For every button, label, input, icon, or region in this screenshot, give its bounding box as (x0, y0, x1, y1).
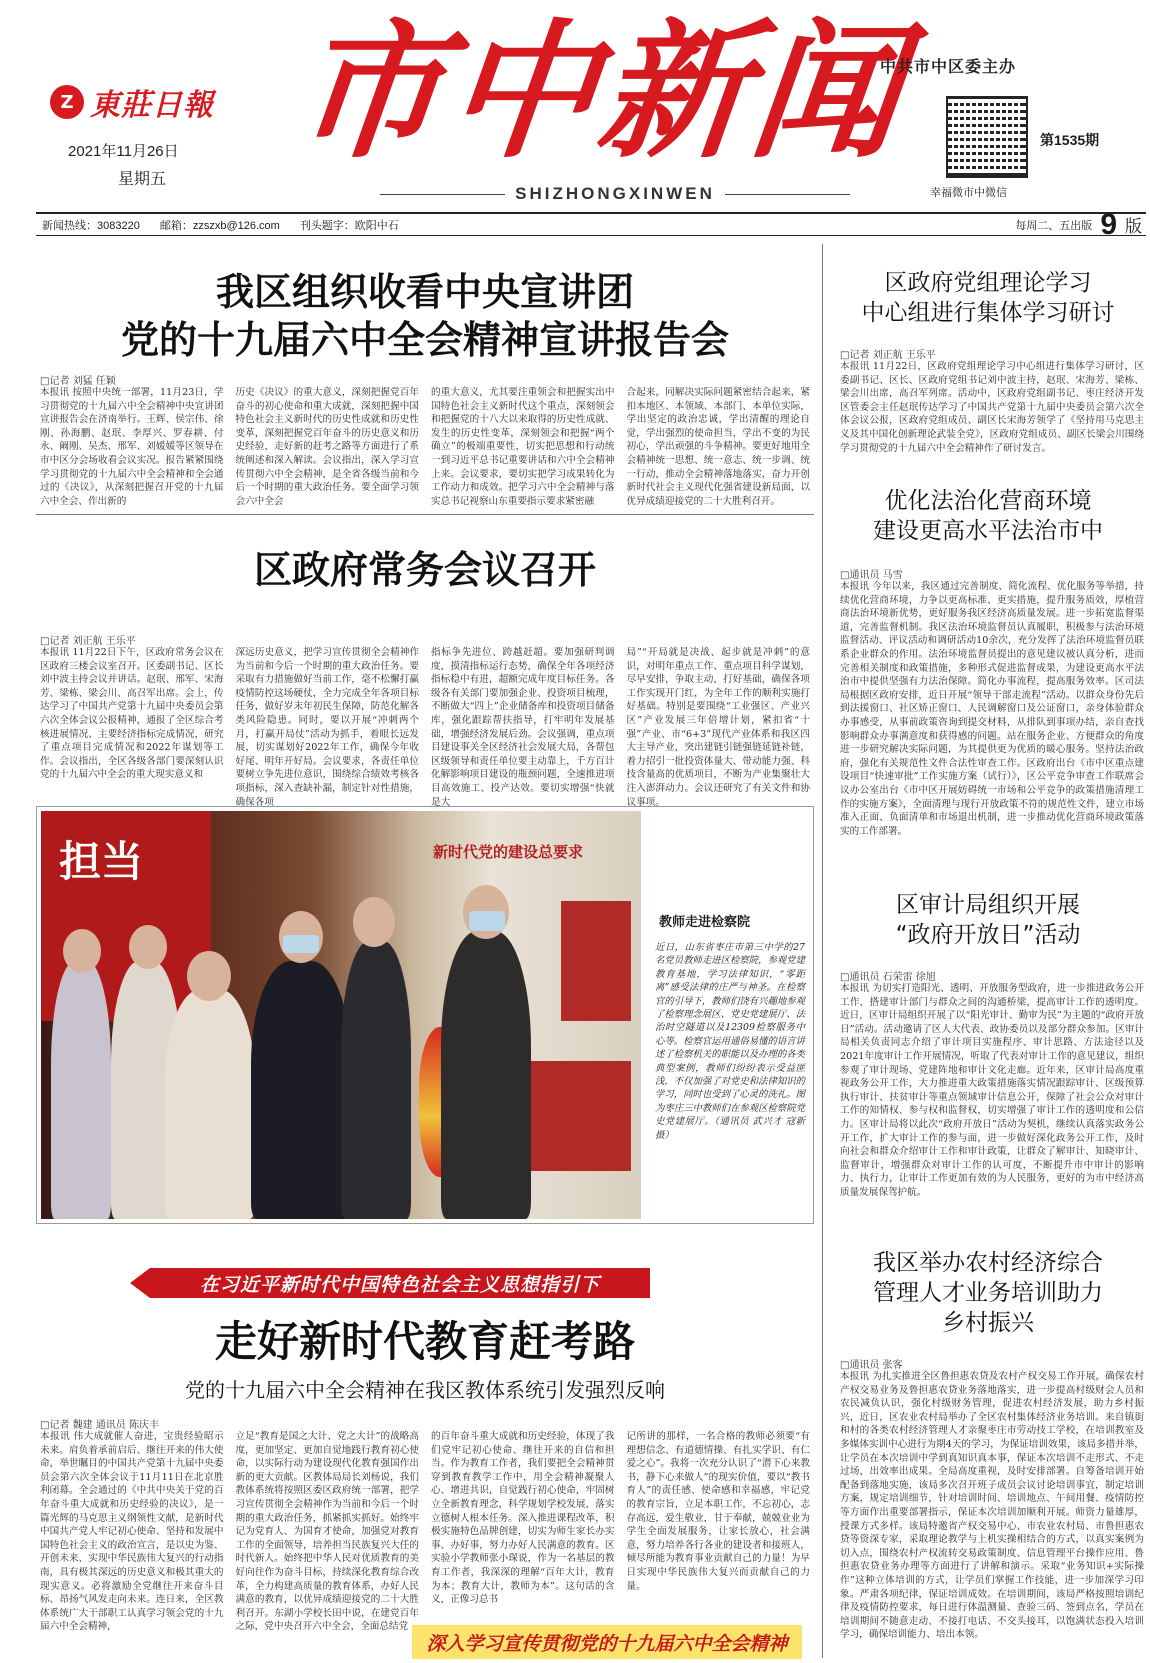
sidebar-article-4-body: 本报讯 为扎实推进全区鲁担惠农贷及农村产权交易工作开展，确保农村产权交易业务及鲁担惠农贷业务落地落实，进一步提高村级财会人员和农民减负认识，强化村级财务管理，促进农村经济发展，助力乡村振兴，近日，区农业农村局举办了全区农村集体经济业务培训。来自镇街和村的各类农村经济管理人才亲聚枣庄市劳动技工学校，在培训教室及多媒体实训中心进行为期4天的学习，为保证培训效果，该局多措并举，让学员在本次培训中学到真知识真本事，保证本次培训不走形式、不走过场，出效率出成果。全局高度重视，及时安排部署。自筹备培训开始配备到落地实施，该局多次召开班子成员会议讨论培训事宜，制定培训方案，规定培训细节，针对培训时间、培训地点、午间用餐、疫情防控等方面作出重要部署指示，保证本次培训加顺利开展。师资力量雄厚，授课方式多样。该局特邀省产权交易中心、市农业农村局、市鲁担惠农贷等资深专家，采取理论教学与上机实操相结合的方式，以真实案例为切入点，围绕农村产权流转交易政策制度、信息管理平台操作应用、鲁担惠农贷业务办理等方面进行了讲解和演示。采取“业务知识+实际操作”这种立体培训的方式，让学员们掌握工作技能，进一步加深学习印象。严肃各项纪律，保证培训成效。在培训期间，该局严格按照培训纪律及疫情防控要求，每日进行体温测量、查验三码、签到点名，学员在培训期间不随意走动、不接打电话、不交头接耳，以饱满状态投入培训学习，确保培训能力、培出本领。 (840, 1371, 1144, 1641)
photo-caption-body: 近日，山东省枣庄市第三中学的27名党员教师走进区检察院，参观党建教育基地，学习法律知识，“零距离”感受法律的庄严与神圣。在检察官的引导下，教师们饶有兴趣地参观了检察理念展区、党史党建展厅、法治时空隧道以及12309检察服务中心等。检察官运用通俗易懂的语言讲述了检察机关的职能以及办理的各类典型案例，教师们纷纷表示受益匪浅，不仅加强了对党史和法律知识的学习，同时也受到了心灵的洗礼。图为枣庄三中教师们在参观区检察院党史党建展厅。（通讯员 武兴才 寇新 摄） (655, 942, 806, 1141)
sidebar-article-2-byline: □通讯员 马雪 (840, 570, 903, 581)
publish-schedule: 每周二、五出版 (1015, 219, 1093, 232)
person-head (63, 929, 101, 973)
masthead (0, 0, 1150, 220)
page-unit: 版 (1125, 217, 1142, 236)
sidebar-article-1-headline (830, 268, 1146, 328)
sidebar-article-1-body: 本报讯 11月22日，区政府党组理论学习中心组进行集体学习研讨，区委副书记、区长、区政府党组书记刘中波主持，赵珉、宋海芳、梁栋、梁会川出席，高召军列席。活动中，区政府党组副书记、枣庄经济开发区管委会主任赵珉传达学习了中国共产党第十九届中央委员会第六次全体会议公报，区政府党组成员、副区长宋海芳领学了《坚持用马克思主义及其中国化创新理论武装全党》，区政府党组成员、副区长梁会川围绕学习贯彻党的十九届六中全会精神作了研讨发言。 (840, 361, 1144, 454)
education-subtitle: 党的十九届六中全会精神在我区教体系统引发强烈反响 (185, 1378, 665, 1402)
sidebar-article-2-title-line-1: 优化法治化营商环境 (884, 488, 1092, 514)
daily-logo (50, 80, 214, 124)
education-body (40, 1430, 810, 1633)
exhibit-panel (521, 1061, 631, 1171)
info-bar (36, 207, 1146, 241)
qr-code-icon (946, 96, 1028, 178)
sidebar-article-4-title-line-3: 乡村振兴 (942, 1310, 1034, 1336)
exhibit-panel (561, 901, 631, 1021)
person-head (353, 897, 395, 947)
article-1-byline: □记者 刘猛 任颖 (40, 376, 116, 387)
news-hotline: 新闻热线：3083220 (42, 219, 140, 232)
daily-emblem-icon: Z (50, 85, 84, 119)
article-1-title-line-1: 我区组织收看中央宣讲团 (215, 270, 634, 314)
article-2-column: 深远历史意义，把学习宣传贯彻全会精神作为当前和今后一个时期的重大政治任务。要采取有力措施做好当前工作，毫不松懈打赢疫情防控这场硬仗，全力完成全年各项目标任务，做好岁末年初民生保障，防范化解各类风险隐患。同时，要以开展“冲刺两个月，打赢开局仗”活动为抓手，着眼长远发展，切实谋划好2022年工作，确保今年收好尾、明年开好局。会议要求，各责任单位要树立争先进位意识，围绕综合绩效考核各项指标，深入查缺补漏，制定针对性措施，确保各项 (235, 647, 419, 808)
calligraphy-credit: 刊头题字：欧阳中石 (299, 219, 399, 232)
education-headline: 走好新时代教育赶考路 (214, 1317, 635, 1366)
sidebar-article-3-title-line-2: “政府开放日”活动 (895, 922, 1081, 948)
wall-slogan: 担当 (59, 837, 144, 886)
photo-feature (36, 806, 814, 1224)
divider (725, 194, 850, 195)
section-divider (36, 514, 814, 515)
article-1-column: 的重大意义，尤其要注重领会和把握实出中国特色社会主义新时代这个重点，深刻领会和把握党的十八大以来取得的历史性成就、发生的历史性变革，深刻领会和把握“两个确立”的极端重要性，切实把思想和行动统一到习近平总书记重要讲话和六中全会精神上来。会议要求，要切实把学习成果转化为工作动力和成效。把学习六中全会精神与落实总书记视察山东重要指示要求紧密融 (431, 387, 615, 507)
sidebar-article-4-byline: □通讯员 张客 (840, 1360, 903, 1371)
bottom-slogan-banner: 深入学习宣传贯彻党的十九届六中全会精神 (412, 1625, 802, 1659)
person-figure (341, 941, 411, 1219)
sidebar-article-4-headline (830, 1248, 1146, 1338)
sidebar-article-4-title-line-1: 我区举办农村经济综合 (873, 1250, 1103, 1276)
article-1-column: 历史《决议》的重大意义，深刻把握党百年奋斗的初心使命和重大成就，深刻把握中国特色社会主义新时代的历史性成就和历史性变革，深刻把握党百年奋斗的历史意义和历史经验，走好新的赶考之路等方面进行了系统阐述和深入解读。会议指出，深入学习宣传贯彻六中全会精神，是全省各级当前和今后一个时期的重大政治任务。要全面学习领会六中全会 (235, 387, 419, 507)
sidebar-article-3-body: 本报讯 为切实打造阳光、透明、开放服务型政府，进一步推进政务公开工作，搭建审计部门与群众之间的沟通桥梁，提高审计工作的透明度。近日，区审计局组织开展了以“阳光审计、勤审为民”为主题的“政府开放日”活动。活动邀请了区人大代表、政协委员以及部分群众参加。区审计局相关负责同志介绍了审计项目实施程序、审计思路、方法途径以及2021年度审计工作开展情况，听取了代表对审计工作的意见建议，组织参观了审计现场、党建阵地和审计文化走廊。近年来，区审计局高度重视政务公开工作，大力推进重大政策措施落实情况跟踪审计、区级预算执行审计、扶贫审计等重点领域审计信息公开，保障了社会公众对审计工作的知情权、参与权和监督权，切实增强了审计工作的透明度和公信力。区审计局将以此次“政府开放日”活动为契机，继续认真落实政务公开工作，扩大审计工作的参与面，进一步做好深化政务公开工作，及时向社会和群众介绍审计工作和审计政策，让群众了解审计、知晓审计、监督审计，增强群众对审计工作的认可度，不断提升市中审计的影响力、执行力，让审计工作更加有效的为人民服务，更好的为市中经济高质量发展保驾护航。 (840, 983, 1144, 1198)
education-column: 记所讲的那样，一名合格的教师必须要“有理想信念、有道德情操、有扎实学识、有仁爱之心”。我将一次充分认识了“潜下心来教书，静下心来做人”的现实价值，要以“教书育人”的责任感、使命感和幸福感，牢记党的教育宗旨，立足本职工作，不忘初心，志存高远，爱生敬业，甘于奉献，兢兢业业为学生全面发展服务，让家长放心，社会满意，努力培养各行各业的建设者和接班人，倾尽所能为教育事业贡献自己的力量！为早日实现中华民族伟大复兴而贡献自己的力量。 (626, 1431, 810, 1592)
person-figure (441, 931, 531, 1219)
issue-number: 第1535期 (1040, 132, 1100, 148)
page-info (1015, 207, 1146, 241)
page-number: 9 (1100, 207, 1117, 241)
sidebar-article-3-byline: □通讯员 石荣雷 徐旭 (840, 972, 936, 983)
sponsor-label: 中共市中区委主办 (880, 57, 1017, 76)
exhibit-title: 新时代党的建设总要求 (433, 843, 584, 861)
sidebar-article-2-body: 本报讯 今年以来，我区通过完善制度、简化流程、优化服务等举措，持续优化营商环境，力争以更高标准、更实措施，提升服务质效，厚植营商法治环境新优势，更好服务我区经济高质量发展。进一步拓宽监督渠道，完善监督机制。我区法治环境监督员认真履职，积极参与法治环境监督活动、评议活动和调研活动10余次，充分发挥了法治环境监督员联系企业群众的作用。法治环境监督员提出的意见建议被认真分析，进而完善相关制度和政策措施，多种形式促进监督成果，为建设更高水平法治市中提供坚强有力法治保障。简化办事流程，提高服务效率。区司法局根据区政府安排，近日开展“领导干部走流程”活动。以群众身份先后到法援窗口、社区矫正窗口、人民调解窗口及公证窗口，亲身体验群众办事感受，从事前政策咨询到提交材料，从排队到事项办结，亲自查找影响群众办事满意度和获得感的问题。站在服务企业、方便群众的角度进一步研究解决实际问题，为其提供更为优质的暖心服务。坚持法治政府，强化有关规范性文件合法性审查工作。区政府出台《市中区重点建设项目“快速审批”工作实施方案（试行）》，区公平竞争审查工作联席会议办公室出台《市中区开展妨碍统一市场和公平竞争的政策措施清理工作的实施方案》，全面清理与现行开放政策不符的规范性文件，建立市场准入正面、负面清单和市场退出机制，进一步推动优化营商环境政策落实的工作部署。 (840, 581, 1144, 837)
education-column: 立足“教育是国之大计、党之大计”的战略高度，更加坚定、更加自觉地践行教育初心使命，以实际行动为建设现代化教育强国作出新的更大贡献。区教体局局长刘杨说，我们教体系统将按照区委区政府统一部署，把学习宣传贯彻全会精神作为当前和今后一个时期的重大政治任务，抓紧抓实抓好。始终牢记为党育人、为国育才使命，加强党对教育工作的全面领导，培养担当民族复兴大任的时代新人。始终把中华人民对优质教育的美好向往作为奋斗目标，持续深化教育综合改革，全力构建高质量的教育体系，办好人民满意的教育，以优异成绩迎接党的二十大胜利召开。东湖小学校长田中说，在建党百年之际，党中央召开六中全会，全面总结党 (235, 1431, 419, 1633)
person-head (187, 951, 231, 1001)
article-1-column: 合起来，同解决实际问题紧密结合起来，紧扣本地区、本领域、本部门、本单位实际，学出坚定的政治忠诚，学出清醒的理论自觉，学出强烈的使命担当，学出不变的为民初心，学出顽强的斗争精神。要更好地用全会精神统一思想、统一意志、统一步调、统一行动，推动全会精神落地落实，奋力开创新时代社会主义现代化强省建设新局面，以优异成绩迎接党的二十大胜利召开。 (626, 387, 810, 507)
newspaper-title: 市中新闻 (286, 4, 914, 178)
education-byline: □记者 魏建 通讯员 陈庆丰 (40, 1420, 159, 1431)
education-column: 的百年奋斗重大成就和历史经验，体现了我们党牢记初心使命、继往开来的自信和担当。作为教育工作者，我们要把全会精神贯穿到教育教学工作中，用全会精神凝聚人心、增进共识，自觉践行初心使命，牢固树立全新教育理念，科学规划学校发展，落实立德树人根本任务。深入推进课程改革，积极实施特色品牌创建，切实为师生家长办实事、办好事，努力办好人民满意的教育。区实验小学教师张小琛说，作为一名基层的教育工作者，我深深的理解“百年大计，教育为本；教育大计，教师为本”。这句话的含义，正像习总书 (431, 1431, 615, 1606)
face-mask (283, 935, 319, 953)
person-figure (51, 961, 111, 1219)
sidebar-article-1-title-line-1: 区政府党组理论学习 (884, 270, 1092, 296)
person-head (129, 925, 167, 969)
article-2-headline: 区政府常务会议召开 (253, 548, 596, 592)
contact-email: 邮箱：zzszxb@126.com (159, 219, 280, 232)
news-photo (41, 811, 641, 1219)
article-2-byline: □记者 刘正航 王乐平 (40, 636, 136, 647)
publication-weekday: 星期五 (118, 171, 167, 188)
sidebar-article-3-headline (830, 890, 1146, 950)
divider (380, 194, 505, 195)
article-1-body (40, 386, 810, 510)
photo-caption (649, 811, 809, 1219)
person-figure (165, 989, 255, 1219)
publication-date: 2021年11月26日 (68, 143, 179, 160)
daily-logo-text: 東莊日報 (90, 88, 214, 123)
slogan-banner: 在习近平新时代中国特色社会主义思想指引下 (150, 1268, 650, 1298)
qr-caption: 幸福微市中微信 (930, 187, 1007, 199)
photo-caption-title: 教师走进检察院 (659, 915, 751, 930)
sidebar-article-3-title-line-1: 区审计局组织开展 (896, 892, 1080, 918)
sidebar-article-2-title-line-2: 建设更高水平法治市中 (873, 518, 1103, 544)
sidebar-article-1-title-line-2: 中心组进行集体学习研讨 (861, 300, 1115, 326)
article-1-headline (60, 268, 790, 364)
sidebar-article-2-headline (830, 486, 1146, 546)
pinyin-title: SHIZHONGXINWEN (515, 184, 715, 203)
face-mask (469, 911, 505, 931)
article-2-column: 指标争先进位、跨越赶超。要加强研判调度，摸清指标运行态势，确保全年各项经济指标稳中有进，超额完成年度目标任务。各级各有关部门要加强企业、投资项目梳理，不断做大“四上”企业储备库和投资项目储备库，强化跟踪帮扶指导，打牢明年发展基础，增强经济发展后劲。会议强调，重点项目建设事关全区经济社会发展大局，各帮包区级领导和责任单位要主动靠上，千方百计化解影响项目建设的瓶颈问题，全速推进项目高效施工、投产达效。要切实增强“快就是大 (431, 647, 615, 808)
pinyin-row (380, 184, 850, 204)
article-2-column: 局”“开局就是决战、起步就是冲刺”的意识，对明年重点工作、重点项目科学谋划，尽早安排，争取主动，打好基础，确保各项工作实现开门红，为全年工作的顺利实施打好基础。特别是要围绕“工业强区、产业兴区”产业发展三年倍增计划，紧扣省“十强”产业、市“6+3”现代产业体系和我区四大主导产业，突出建链引链强链延链补链，着力招引一批投资体量大、带动能力强、科技含量高的优质项目，不断为产业集聚壮大注入澎湃动力。会议还研究了有关文件和协议事项。 (626, 647, 810, 808)
person-figure (251, 961, 351, 1219)
article-1-column: 本报讯 按照中央统一部署，11月23日，学习贯彻党的十九届六中全会精神中央宣讲团宣讲报告会在济南举行。王辉、侯宗伟、徐刚、孙海鹏、赵珉、李厚兴、罗春耕、付永、阚刚、吴杰、邢军、刘媛媛等区领导在市中区分会场收看会议实况。报告紧紧围绕学习贯彻党的十九届六中全会精神和全会通过的《决议》，从深刻把握召开党的十九届六中全会、作出新的 (40, 387, 224, 507)
article-1-title-line-2: 党的十九届六中全会精神宣讲报告会 (120, 318, 729, 362)
article-2-column: 本报讯 11月22日下午，区政府常务会议在区政府三楼会议室召开。区委副书记、区长刘中波主持会议并讲话。赵珉、邢军、宋海芳、梁栋、梁会川、高召军出席。会上，传达学习了中国共产党第十九届中央委员会第六次全体会议公报精神，通报了全区综合考核进展情况、主要经济指标完成情况，研究了重点项目完成情况和2022年谋划等工作。会议指出，全区各级各部门要深刻认识党的十九届六中全会的重大现实意义和 (40, 647, 224, 781)
column-divider (822, 244, 823, 1658)
article-2-body (40, 646, 810, 808)
education-column: 本报讯 伟大成就催人奋进，宝贵经验昭示未来。肩负着承前启后、继往开来的伟大使命，举世瞩目的中国共产党第十九届中央委员会第六次全体会议于11月11日在北京胜利闭幕。全会通过的《中共中央关于党的百年奋斗重大成就和历史经验的决议》，是一篇光辉的马克思主义纲领性文献，是新时代中国共产党人牢记初心使命、坚持和发展中国特色社会主义的政治宣言，是以史为鉴、开创未来、实现中华民族伟大复兴的行动指南，具有极其深远的历史意义和极其重大的现实意义。必将激励全党继往开来奋斗目标、昂扬气风发走向未来。连日来，全区教体系统广大干部职工认真学习领会党的十九届六中全会精神， (40, 1431, 224, 1633)
sidebar-article-1-byline: □记者 刘正航 王乐平 (840, 350, 936, 361)
sidebar-article-4-title-line-2: 管理人才业务培训助力 (873, 1280, 1103, 1306)
